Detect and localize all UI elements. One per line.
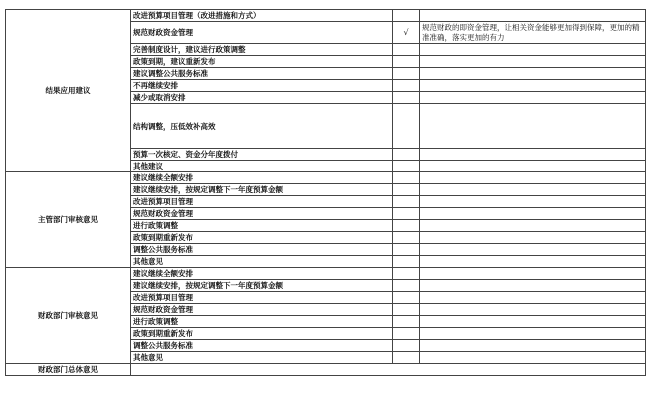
checkmark-cell[interactable] xyxy=(393,10,420,22)
remark-cell[interactable] xyxy=(420,10,646,22)
option-label: 建议继续安排，按规定调整下一年度预算金额 xyxy=(131,184,393,196)
remark-cell[interactable] xyxy=(420,149,646,161)
checkmark-cell[interactable] xyxy=(393,149,420,161)
remark-cell[interactable] xyxy=(420,208,646,220)
checkmark-cell[interactable] xyxy=(393,280,420,292)
checkmark-cell[interactable]: √ xyxy=(393,22,420,44)
remark-cell[interactable] xyxy=(420,256,646,268)
option-label: 建议继续全额安排 xyxy=(131,268,393,280)
remark-cell[interactable] xyxy=(420,92,646,104)
option-label: 调整公共服务标准 xyxy=(131,340,393,352)
option-label: 规范财政资金管理 xyxy=(131,304,393,316)
checkmark-cell[interactable] xyxy=(393,161,420,172)
section-title: 结果应用建议 xyxy=(6,10,131,172)
remark-cell[interactable] xyxy=(420,340,646,352)
checkmark-cell[interactable] xyxy=(393,68,420,80)
checkmark-cell[interactable] xyxy=(393,220,420,232)
remark-cell[interactable] xyxy=(420,172,646,184)
option-label: 建议继续全额安排 xyxy=(131,172,393,184)
option-label: 调整公共服务标准 xyxy=(131,244,393,256)
section-title: 财政部门审核意见 xyxy=(6,268,131,364)
checkmark-cell[interactable] xyxy=(393,80,420,92)
option-label: 规范财政资金管理 xyxy=(131,22,393,44)
remark-cell[interactable]: 规范财政的即资金管理，让相关资金能够更加得到保障，更加的精准准确，落实更加的有力 xyxy=(420,22,646,44)
checkmark-cell[interactable] xyxy=(393,56,420,68)
checkmark-cell[interactable] xyxy=(393,268,420,280)
checkmark-cell[interactable] xyxy=(393,44,420,56)
option-label: 完善制度设计，建议进行政策调整 xyxy=(131,44,393,56)
option-label: 进行政策调整 xyxy=(131,220,393,232)
checkmark-cell[interactable] xyxy=(393,256,420,268)
option-label: 其他意见 xyxy=(131,256,393,268)
remark-cell[interactable] xyxy=(420,44,646,56)
remark-cell[interactable] xyxy=(420,68,646,80)
remark-cell[interactable] xyxy=(420,104,646,149)
option-label: 不再继续安排 xyxy=(131,80,393,92)
option-label: 政策到期重新发布 xyxy=(131,232,393,244)
final-opinion-title: 财政部门总体意见 xyxy=(6,364,131,376)
option-label: 改进预算项目管理（改进措施和方式） xyxy=(131,10,393,22)
checkmark-cell[interactable] xyxy=(393,232,420,244)
checkmark-cell[interactable] xyxy=(393,172,420,184)
option-label: 建议继续安排，按规定调整下一年度预算金额 xyxy=(131,280,393,292)
remark-cell[interactable] xyxy=(420,80,646,92)
checkmark-cell[interactable] xyxy=(393,104,420,149)
remark-cell[interactable] xyxy=(420,304,646,316)
checkmark-cell[interactable] xyxy=(393,92,420,104)
checkmark-cell[interactable] xyxy=(393,316,420,328)
option-label: 其他意见 xyxy=(131,352,393,364)
checkmark-cell[interactable] xyxy=(393,352,420,364)
remark-cell[interactable] xyxy=(420,220,646,232)
option-label: 政策到期，建议重新发布 xyxy=(131,56,393,68)
option-label: 预算一次核定、资金分年度拨付 xyxy=(131,149,393,161)
checkmark-cell[interactable] xyxy=(393,244,420,256)
option-label: 减少或取消安排 xyxy=(131,92,393,104)
remark-cell[interactable] xyxy=(420,352,646,364)
remark-cell[interactable] xyxy=(420,232,646,244)
remark-cell[interactable] xyxy=(420,56,646,68)
remark-cell[interactable] xyxy=(420,244,646,256)
remark-cell[interactable] xyxy=(420,280,646,292)
remark-cell[interactable] xyxy=(420,268,646,280)
remark-cell[interactable] xyxy=(420,328,646,340)
final-opinion-row xyxy=(6,364,646,376)
option-label: 建议调整公共服务标准 xyxy=(131,68,393,80)
checkmark-cell[interactable] xyxy=(393,184,420,196)
section-title: 主管部门审核意见 xyxy=(6,172,131,268)
remark-cell[interactable] xyxy=(420,292,646,304)
remark-cell[interactable] xyxy=(420,196,646,208)
option-label: 政策到期重新发布 xyxy=(131,328,393,340)
checkmark-cell[interactable] xyxy=(393,196,420,208)
remark-cell[interactable] xyxy=(420,184,646,196)
checkmark-cell[interactable] xyxy=(393,292,420,304)
option-label: 进行政策调整 xyxy=(131,316,393,328)
table-row xyxy=(6,10,646,22)
option-label: 结构调整，压低效补高效 xyxy=(131,104,393,149)
table-row xyxy=(6,172,646,184)
option-label: 改进预算项目管理 xyxy=(131,292,393,304)
remark-cell[interactable] xyxy=(420,316,646,328)
checkmark-cell[interactable] xyxy=(393,340,420,352)
option-label: 其他建议 xyxy=(131,161,393,172)
checkmark-cell[interactable] xyxy=(393,328,420,340)
remark-cell[interactable] xyxy=(420,161,646,172)
final-opinion-value[interactable] xyxy=(131,364,646,376)
option-label: 规范财政资金管理 xyxy=(131,208,393,220)
checkmark-cell[interactable] xyxy=(393,304,420,316)
option-label: 改进预算项目管理 xyxy=(131,196,393,208)
checkmark-cell[interactable] xyxy=(393,208,420,220)
review-opinion-table xyxy=(5,9,646,376)
table-row xyxy=(6,268,646,280)
